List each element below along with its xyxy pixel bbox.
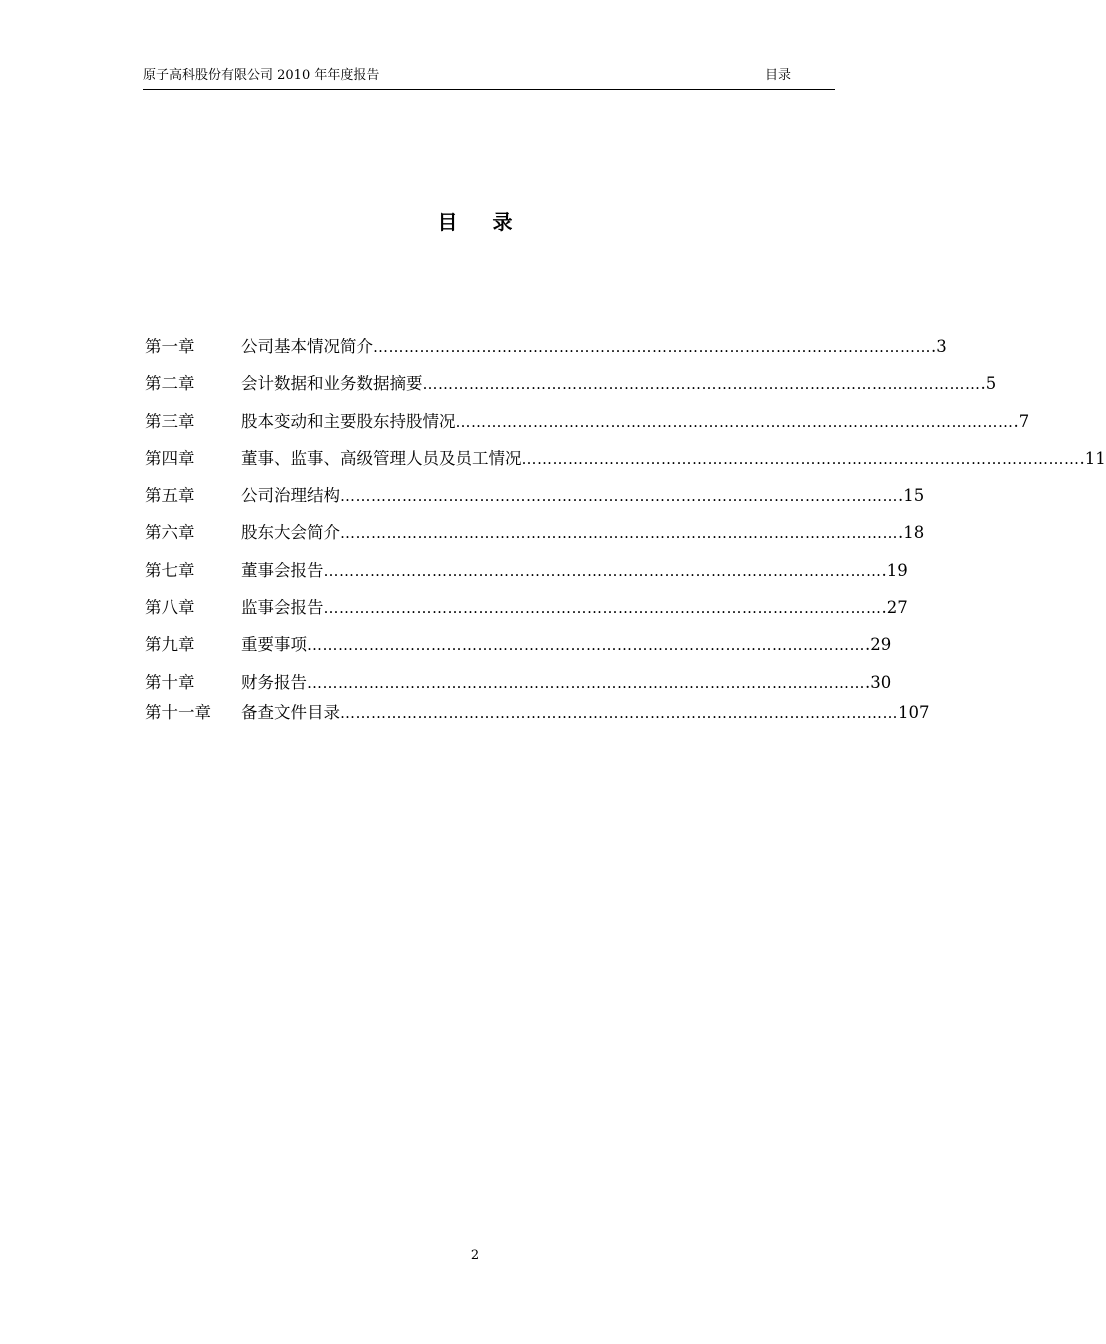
toc-leader-dots: ……………………………………………………………………………………………… xyxy=(307,673,865,692)
toc-chapter: 第十一章 xyxy=(145,702,211,722)
toc-title: 重要事项 xyxy=(241,635,307,655)
toc-row[interactable] xyxy=(145,371,997,408)
toc-leader-dots: ……………………………………………………………………………………………… xyxy=(307,636,865,655)
toc-title: 股东大会简介 xyxy=(241,523,340,543)
page-title: 目 录 xyxy=(437,210,527,234)
toc-title: 监事会报告 xyxy=(241,598,324,618)
toc-page-number: .29 xyxy=(865,635,892,655)
toc-chapter: 第十章 xyxy=(145,672,195,692)
toc-leader-dots: ……………………………………………………………………………………………… xyxy=(323,599,882,618)
toc-row[interactable] xyxy=(145,483,925,520)
toc-row[interactable] xyxy=(145,595,908,632)
toc-page-number: .18 xyxy=(898,523,925,543)
toc-row[interactable] xyxy=(145,520,925,557)
toc-title: 公司治理结构 xyxy=(241,486,340,506)
toc-page-number: .15 xyxy=(898,486,925,506)
toc-leader-dots: ……………………………………………………………………………………………… xyxy=(521,449,1080,468)
toc-title: 公司基本情况简介 xyxy=(241,337,373,356)
toc-chapter: 第九章 xyxy=(145,635,195,655)
toc-title: 会计数据和业务数据摘要 xyxy=(241,374,423,394)
table-of-contents xyxy=(145,334,1106,730)
toc-title: 备查文件目录 xyxy=(241,702,340,722)
toc-page-number: .19 xyxy=(881,560,908,580)
toc-title: 财务报告 xyxy=(241,672,307,692)
toc-row[interactable] xyxy=(145,700,930,730)
toc-chapter: 第六章 xyxy=(145,523,195,543)
page-header xyxy=(143,66,835,90)
toc-leader-dots: ……………………………………………………………………………………………… xyxy=(323,561,882,580)
toc-page-number: .11 xyxy=(1079,448,1106,468)
toc-page-number: .5 xyxy=(980,374,997,394)
toc-chapter: 第一章 xyxy=(145,337,195,356)
toc-chapter: 第七章 xyxy=(145,560,195,580)
toc-leader-dots: ……………………………………………………………………………………………… xyxy=(340,524,898,543)
toc-row[interactable] xyxy=(145,334,947,371)
toc-chapter: 第二章 xyxy=(145,374,195,394)
toc-leader-dots: ……………………………………………………………………………………………… xyxy=(422,375,981,394)
toc-page-number: .7 xyxy=(1013,411,1030,431)
toc-row[interactable] xyxy=(145,558,908,595)
toc-leader-dots: ……………………………………………………………………………………………… xyxy=(455,412,1014,431)
toc-title: 董事、监事、高级管理人员及员工情况 xyxy=(241,448,522,468)
toc-chapter: 第五章 xyxy=(145,486,195,506)
toc-chapter: 第八章 xyxy=(145,598,195,618)
toc-row[interactable] xyxy=(145,446,1106,483)
toc-row[interactable] xyxy=(145,409,1030,446)
page-number: 2 xyxy=(470,1248,480,1263)
toc-chapter: 第三章 xyxy=(145,411,195,431)
toc-leader-dots: ……………………………………………………………………………………………… xyxy=(340,703,898,722)
toc-title: 股本变动和主要股东持股情况 xyxy=(241,411,456,431)
header-section-name: 目录 xyxy=(764,68,791,83)
toc-row[interactable] xyxy=(145,632,892,669)
toc-page-number: .3 xyxy=(931,337,947,356)
header-report-title: 原子高科股份有限公司 2010 年年度报告 xyxy=(143,68,380,83)
toc-page-number: .30 xyxy=(865,672,892,692)
toc-page-number: .27 xyxy=(881,598,908,618)
toc-leader-dots: ……………………………………………………………………………………………… xyxy=(340,487,898,506)
toc-leader-dots: ……………………………………………………………………………………………… xyxy=(373,338,931,356)
toc-chapter: 第四章 xyxy=(145,448,195,468)
toc-title: 董事会报告 xyxy=(241,560,324,580)
toc-page-number: 107 xyxy=(898,702,930,722)
